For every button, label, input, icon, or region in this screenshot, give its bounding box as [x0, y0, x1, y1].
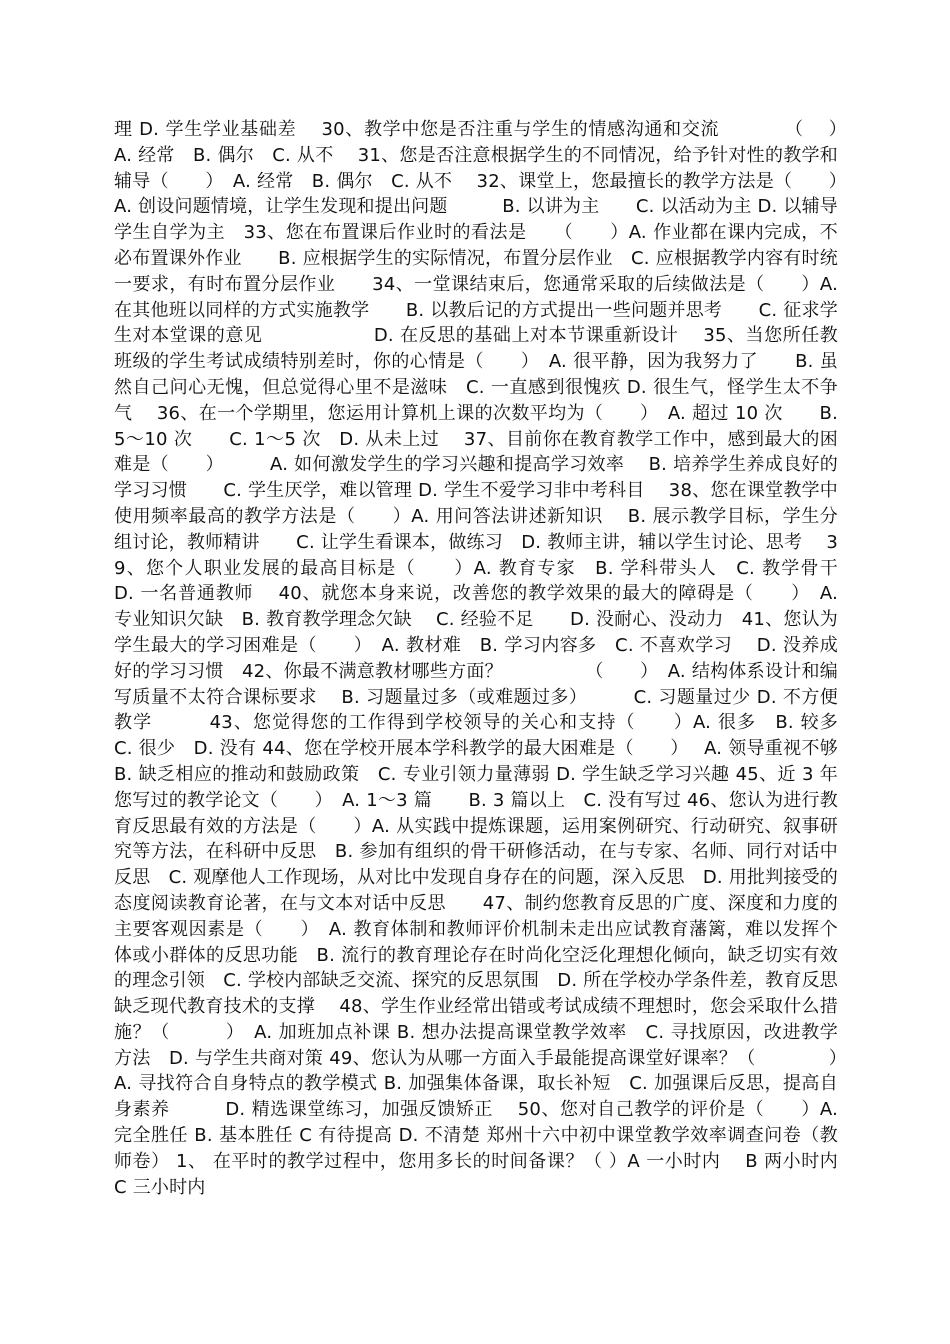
questionnaire-body-paragraph: 理 D. 学生学业基础差 30、教学中您是否注重与学生的情感沟通和交流 （ ） A. 经常 B. 偶尔 C. 从不 31、您是否注意根据学生的不同情况，给予针对性的教学和辅导（ ） A. 经常 B. 偶尔 C. 从不 32、课堂上，您最擅长的教学方法是（ ） A. 创设问题情境，让学生发现和提出问题 B. 以讲为主 C. 以活动为主 D. 以辅导学生自学为主 33、您在布置课后作业时的看法是 （ ）A. 作业都在课内完成，不必布置课外作业 B. 应根据学生的实际情况，布置分层作业 C. 应根据教学内容有时统一要求，有时布置分层作业 34、一堂课结束后，您通常采取的后续做法是（ ）A. 在其他班以同样的方式实施教学 B. 以教后记的方式提出一些问题并思考 C. 征求学生对本堂课的意见 D. 在反思的基础上对本节课重新设计 35、当您所任教班级的学生考试成绩特别差时，你的心情是（ ） A. 很平静，因为我努力了 B. 虽然自己问心无愧，但总觉得心里不是滋味 C. 一直感到很愧疚 D. 很生气，怪学生太不争气 36、在一个学期里，您运用计算机上课的次数平均为（ ） A. 超过 10 次 B. 5～10 次 C. 1～5 次 D. 从未上过 37、目前你在教育教学工作中，感到最大的困难是（ ） A. 如何激发学生的学习兴趣和提高学习效率 B. 培养学生养成良好的学习习惯 C. 学生厌学，难以管理 D. 学生不爱学习非中考科目 38、您在课堂教学中使用频率最高的教学方法是（ ）A. 用问答法讲述新知识 B. 展示教学目标，学生分组讨论，教师精讲 C. 让学生看课本，做练习 D. 教师主讲，辅以学生讨论、思考 39、您个人职业发展的最高目标是（ ）A. 教育专家 B. 学科带头人 C. 教学骨干 D. 一名普通教师 40、就您本身来说，改善您的教学效果的最大的障碍是（ ） A. 专业知识欠缺 B. 教育教学理念欠缺 C. 经验不足 D. 没耐心、没动力 41、您认为学生最大的学习困难是（ ） A. 教材难 B. 学习内容多 C. 不喜欢学习 D. 没养成好的学习习惯 42、你最不满意教材哪些方面？ （ ） A. 结构体系设计和编写质量不太符合课标要求 B. 习题量过多（或难题过多） C. 习题量过少 D. 不方便教学 43、您觉得您的工作得到学校领导的关心和支持（ ）A. 很多 B. 较多 C. 很少 D. 没有 44、您在学校开展本学科教学的最大困难是（ ） A. 领导重视不够 B. 缺乏相应的推动和鼓励政策 C. 专业引领力量薄弱 D. 学生缺乏学习兴趣 45、近 3 年您写过的教学论文（ ） A. 1～3 篇 B. 3 篇以上 C. 没有写过 46、您认为进行教育反思最有效的方法是（ ）A. 从实践中提炼课题，运用案例研究、行动研究、叙事研究等方法，在科研中反思 B. 参加有组织的骨干研修活动，在与专家、名师、同行对话中反思 C. 观摩他人工作现场，从对比中发现自身存在的问题，深入反思 D. 用批判接受的态度阅读教育论著，在与文本对话中反思 47、制约您教育反思的广度、深度和力度的主要客观因素是（ ） A. 教育体制和教师评价机制未走出应试教育藩篱，难以发挥个体或小群体的反思功能 B. 流行的教育理论存在时尚化空泛化理想化倾向，缺乏切实有效的理念引领 C. 学校内部缺乏交流、探究的反思氛围 D. 所在学校办学条件差，教育反思缺乏现代教育技术的支撑 48、学生作业经常出错或考试成绩不理想时，您会采取什么措施？（ ） A. 加班加点补课 B. 想办法提高课堂教学效率 C. 寻找原因，改进教学方法 D. 与学生共商对策 49、您认为从哪一方面入手最能提高课堂好课率？（ ）A. 寻找符合自身特点的教学模式 B. 加强集体备课，取长补短 C. 加强课后反思，提高自身素养 D. 精选课堂练习，加强反馈矫正 50、您对自己教学的评价是（ ）A. 完全胜任 B. 基本胜任 C 有待提高 D. 不清楚 郑州十六中初中课堂教学效率调查问卷（教师卷） 1、 在平时的教学过程中，您用多长的时间备课？（ ）A 一小时内 B 两小时内 C 三小时内: [114, 119, 863, 1198]
questionnaire-text-block: [114, 117, 863, 1200]
